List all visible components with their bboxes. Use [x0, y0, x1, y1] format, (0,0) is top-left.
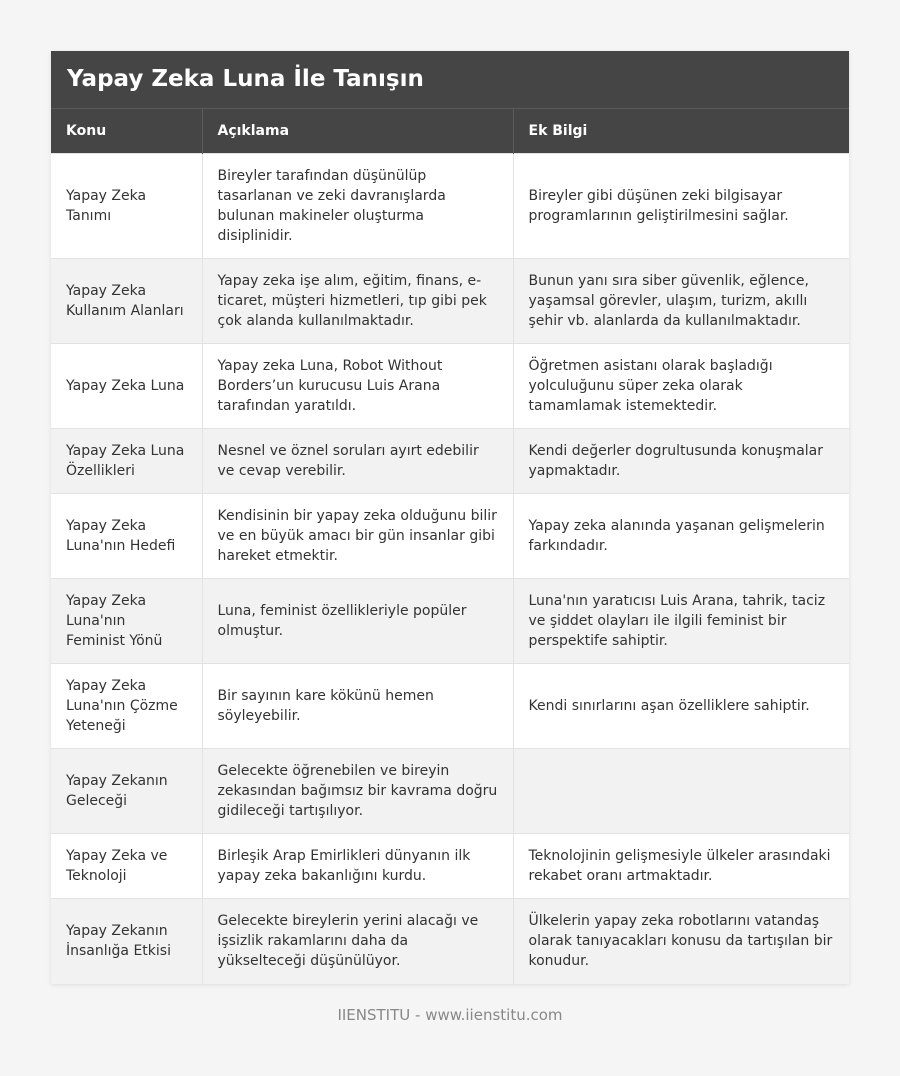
- info-card: [51, 51, 849, 984]
- cell-aciklama: Nesnel ve öznel soruları ayırt edebilir ve cevap verebilir.: [202, 429, 513, 494]
- table-row: [51, 494, 849, 579]
- cell-ek-bilgi: Luna'nın yaratıcısı Luis Arana, tahrik, taciz ve şiddet olayları ile ilgili feminist bir perspektife sahiptir.: [513, 579, 849, 664]
- cell-aciklama: Gelecekte bireylerin yerini alacağı ve işsizlik rakamlarını daha da yükselteceği düşünülüyor.: [202, 899, 513, 984]
- cell-ek-bilgi: Bireyler gibi düşünen zeki bilgisayar programlarının geliştirilmesini sağlar.: [513, 154, 849, 259]
- cell-ek-bilgi: [513, 749, 849, 834]
- cell-ek-bilgi: Ülkelerin yapay zeka robotlarını vatandaş olarak tanıyacakları konusu da tartışılan bir konudur.: [513, 899, 849, 984]
- cell-konu: Yapay Zekanın Geleceği: [51, 749, 202, 834]
- cell-konu: Yapay Zeka Luna: [51, 344, 202, 429]
- cell-aciklama: Yapay zeka Luna, Robot Without Borders’un kurucusu Luis Arana tarafından yaratıldı.: [202, 344, 513, 429]
- cell-konu: Yapay Zeka Luna'nın Feminist Yönü: [51, 579, 202, 664]
- cell-aciklama: Bireyler tarafından düşünülüp tasarlanan ve zeki davranışlarda bulunan makineler oluşturma disiplinidir.: [202, 154, 513, 259]
- table-header-row: [51, 109, 849, 154]
- table-row: [51, 579, 849, 664]
- cell-ek-bilgi: Bunun yanı sıra siber güvenlik, eğlence, yaşamsal görevler, ulaşım, turizm, akıllı şehir vb. alanlarda da kullanılmaktadır.: [513, 259, 849, 344]
- cell-konu: Yapay Zeka Kullanım Alanları: [51, 259, 202, 344]
- info-table: [51, 108, 849, 984]
- table-row: [51, 429, 849, 494]
- cell-ek-bilgi: Kendi değerler dogrultusunda konuşmalar yapmaktadır.: [513, 429, 849, 494]
- table-row: [51, 749, 849, 834]
- cell-aciklama: Luna, feminist özellikleriyle popüler olmuştur.: [202, 579, 513, 664]
- header-aciklama: Açıklama: [202, 109, 513, 154]
- cell-aciklama: Gelecekte öğrenebilen ve bireyin zekasından bağımsız bir kavrama doğru gidileceği tartışılıyor.: [202, 749, 513, 834]
- cell-konu: Yapay Zeka Luna'nın Hedefi: [51, 494, 202, 579]
- cell-ek-bilgi: Kendi sınırlarını aşan özelliklere sahiptir.: [513, 664, 849, 749]
- cell-konu: Yapay Zekanın İnsanlığa Etkisi: [51, 899, 202, 984]
- cell-konu: Yapay Zeka Tanımı: [51, 154, 202, 259]
- cell-konu: Yapay Zeka ve Teknoloji: [51, 834, 202, 899]
- cell-konu: Yapay Zeka Luna Özellikleri: [51, 429, 202, 494]
- table-row: [51, 344, 849, 429]
- header-ek-bilgi: Ek Bilgi: [513, 109, 849, 154]
- cell-aciklama: Birleşik Arap Emirlikleri dünyanın ilk yapay zeka bakanlığını kurdu.: [202, 834, 513, 899]
- table-row: [51, 899, 849, 984]
- table-row: [51, 664, 849, 749]
- table-row: [51, 154, 849, 259]
- cell-ek-bilgi: Teknolojinin gelişmesiyle ülkeler arasındaki rekabet oranı artmaktadır.: [513, 834, 849, 899]
- cell-aciklama: Yapay zeka işe alım, eğitim, finans, e-ticaret, müşteri hizmetleri, tıp gibi pek çok alanda kullanılmaktadır.: [202, 259, 513, 344]
- cell-aciklama: Bir sayının kare kökünü hemen söyleyebilir.: [202, 664, 513, 749]
- table-title: Yapay Zeka Luna İle Tanışın: [51, 51, 849, 108]
- table-row: [51, 259, 849, 344]
- cell-konu: Yapay Zeka Luna'nın Çözme Yeteneği: [51, 664, 202, 749]
- header-konu: Konu: [51, 109, 202, 154]
- cell-ek-bilgi: Yapay zeka alanında yaşanan gelişmelerin farkındadır.: [513, 494, 849, 579]
- table-row: [51, 834, 849, 899]
- cell-aciklama: Kendisinin bir yapay zeka olduğunu bilir ve en büyük amacı bir gün insanlar gibi hareket etmektir.: [202, 494, 513, 579]
- footer-credit: IIENSTITU - www.iienstitu.com: [337, 1006, 563, 1024]
- cell-ek-bilgi: Öğretmen asistanı olarak başladığı yolculuğunu süper zeka olarak tamamlamak istemektedir.: [513, 344, 849, 429]
